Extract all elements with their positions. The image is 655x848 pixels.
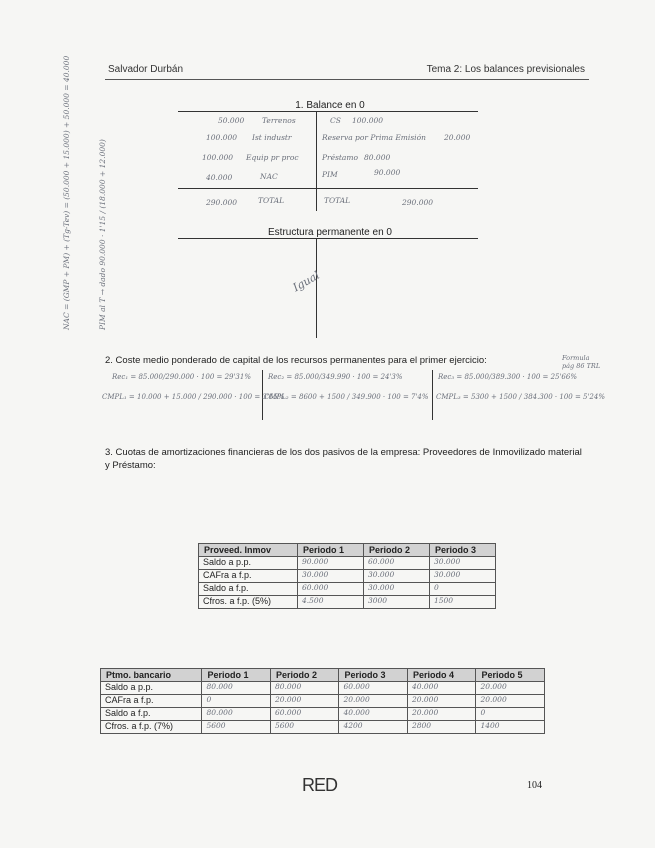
asset-label: NAC (260, 172, 278, 181)
asset-label: Equip pr proc (246, 153, 299, 162)
cell-value: 40.000 (407, 682, 476, 695)
cell-value: 30.000 (363, 570, 429, 583)
liab-amount: 90.000 (374, 168, 401, 177)
cell-value: 4200 (339, 721, 408, 734)
asset-amount: 100.000 (206, 133, 238, 142)
liab-label: Préstamo (322, 153, 359, 162)
cell-value: 20.000 (476, 695, 545, 708)
cell-value: 30.000 (429, 557, 495, 570)
balance-total-rule (178, 188, 478, 189)
structure-title: Estructura permanente en 0 (268, 227, 392, 238)
column-header: Periodo 4 (407, 669, 476, 682)
cell-value: 5600 (202, 721, 271, 734)
cell-value: 60.000 (298, 583, 364, 596)
cell-value: 30.000 (429, 570, 495, 583)
cell-value: 80.000 (270, 682, 339, 695)
header-rule (105, 79, 589, 80)
column-header: Periodo 1 (298, 544, 364, 557)
table-proveedores (198, 543, 496, 609)
row-label (101, 721, 202, 734)
cell-value: 20.000 (476, 682, 545, 695)
row-label: Cfros. a f.p. (5%) (199, 596, 298, 609)
table-header-row (199, 544, 496, 557)
cell-value: 20.000 (407, 695, 476, 708)
asset-amount: 40.000 (206, 173, 233, 182)
asset-amount: 50.000 (218, 116, 245, 125)
asset-label: Terrenos (262, 116, 296, 125)
cell-value: 5600 (270, 721, 339, 734)
table-prestamo (100, 668, 545, 734)
cell-value: 20.000 (339, 695, 408, 708)
column-header: Ptmo. bancario (101, 669, 202, 682)
cell-value: 60.000 (363, 557, 429, 570)
cell-value: 3000 (363, 596, 429, 609)
cell-value: 0 (476, 708, 545, 721)
table-row (101, 695, 545, 708)
side-note-pim: PIM al T → dado 90.000 · 1'15 / (18.000 + 12.000) (98, 139, 107, 330)
cell-value: 0 (202, 695, 271, 708)
coste-formula: CMPL₁ = 10.000 + 15.000 / 290.000 · 100 = 3'65% (102, 393, 285, 401)
total-assets-amount: 290.000 (206, 198, 238, 207)
structure-note: Igual (290, 268, 322, 295)
row-label-note: (7%) (154, 721, 174, 731)
header-topic: Tema 2: Los balances previsionales (426, 64, 585, 75)
cell-value: 1400 (476, 721, 545, 734)
liab-label: PIM (322, 170, 338, 179)
cell-value: 1500 (429, 596, 495, 609)
coste-formula: CMPL₂ = 8600 + 1500 / 349.900 · 100 = 7'4% (264, 393, 429, 401)
cell-value: 30.000 (298, 570, 364, 583)
row-label: Saldo a f.p. (101, 708, 202, 721)
asset-label: Ist industr (252, 133, 292, 142)
column-header: Periodo 3 (339, 669, 408, 682)
table-row (199, 570, 496, 583)
cell-value: 80.000 (202, 682, 271, 695)
coste-formula: CMPL₃ = 5300 + 1500 / 384.300 · 100 = 5'24% (436, 393, 605, 401)
red-logo: RED (302, 775, 338, 795)
cuotas-title: 3. Cuotas de amortizaciones financieras de los dos pasivos de la empresa: Proveedores de Inmovilizado material y Préstamo: (105, 447, 582, 471)
coste-formula: Rec₁ = 85.000/290.000 · 100 = 29'31% (112, 373, 251, 381)
total-liab-amount: 290.000 (402, 198, 434, 207)
side-note-nac: NAC = (GMP + PM) + (Tg-Tev) = (50.000 + 15.000) + 50.000 = 40.000 (62, 55, 71, 330)
page-number: 104 (527, 780, 542, 791)
column-header: Periodo 3 (429, 544, 495, 557)
balance-divider (316, 111, 317, 211)
total-liab-label: TOTAL (324, 196, 351, 205)
liab-amount: 100.000 (352, 116, 384, 125)
row-label: CAFra a f.p. (199, 570, 298, 583)
row-label: Saldo a p.p. (101, 682, 202, 695)
cell-value: 60.000 (339, 682, 408, 695)
column-header: Proveed. Inmov (199, 544, 298, 557)
row-label-text: Cfros. a f.p. (105, 721, 152, 731)
cell-value: 2800 (407, 721, 476, 734)
liab-amount: 80.000 (364, 153, 391, 162)
cell-value: 0 (429, 583, 495, 596)
row-label: CAFra a f.p. (101, 695, 202, 708)
structure-top-rule (178, 238, 478, 239)
cell-value: 20.000 (407, 708, 476, 721)
table-row (101, 682, 545, 695)
column-header: Periodo 5 (476, 669, 545, 682)
cell-value: 4.500 (298, 596, 364, 609)
liab-label: CS (330, 116, 341, 125)
column-header: Periodo 2 (363, 544, 429, 557)
balance-title: 1. Balance en 0 (295, 100, 365, 111)
total-assets-label: TOTAL (258, 196, 285, 205)
liab-amount: 20.000 (444, 133, 471, 142)
cell-value: 60.000 (270, 708, 339, 721)
balance-top-rule (178, 111, 478, 112)
column-header: Periodo 2 (270, 669, 339, 682)
table-row (199, 583, 496, 596)
column-header: Periodo 1 (202, 669, 271, 682)
table-row (101, 708, 545, 721)
coste-divider-2 (432, 370, 433, 420)
coste-formula: Rec₃ = 85.000/389.300 · 100 = 25'66% (438, 373, 577, 381)
table-row (101, 721, 545, 734)
cell-value: 80.000 (202, 708, 271, 721)
cell-value: 90.000 (298, 557, 364, 570)
cell-value: 40.000 (339, 708, 408, 721)
row-label: Saldo a p.p. (199, 557, 298, 570)
coste-title: 2. Coste medio ponderado de capital de los recursos permanentes para el primer ejercicio: (105, 355, 487, 366)
table-row (199, 596, 496, 609)
table-row (199, 557, 496, 570)
coste-formula: Rec₂ = 85.000/349.990 · 100 = 24'3% (268, 373, 403, 381)
structure-divider (316, 238, 317, 338)
liab-label: Reserva por Prima Emisión (322, 133, 426, 142)
cell-value: 20.000 (270, 695, 339, 708)
asset-amount: 100.000 (202, 153, 234, 162)
header-author: Salvador Durbán (108, 64, 184, 75)
cell-value: 30.000 (363, 583, 429, 596)
table-header-row (101, 669, 545, 682)
row-label: Saldo a f.p. (199, 583, 298, 596)
coste-margin-note: Formula pág 86 TRL (562, 354, 601, 370)
